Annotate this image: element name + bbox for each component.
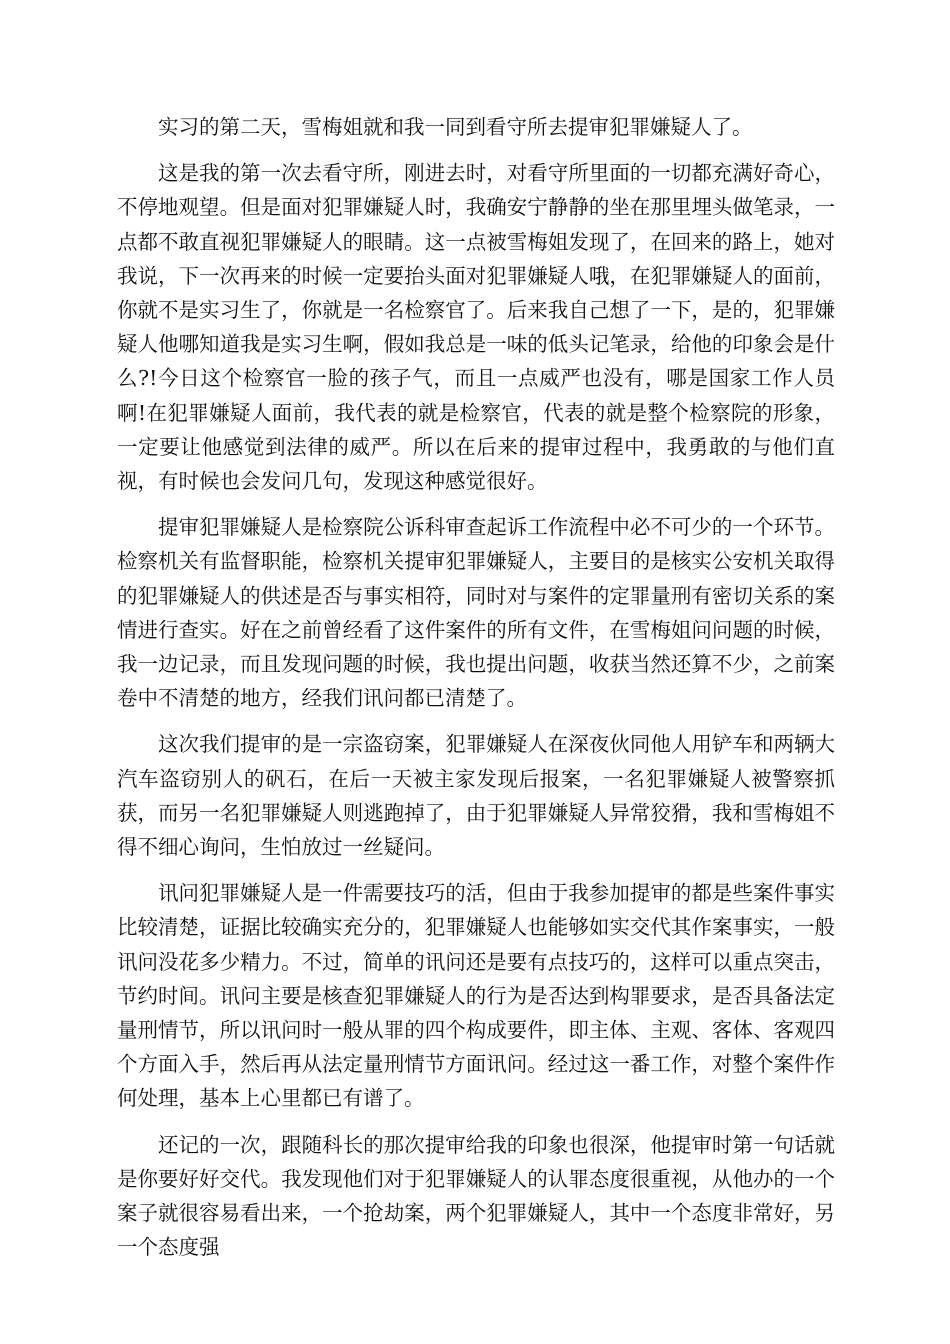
paragraph-6: 还记的一次，跟随科长的那次提审给我的印象也很深，他提审时第一句话就是你要好好交代。我发现他们对于犯罪嫌疑人的认罪态度很重视，从他办的一个案子就很容易看出来，一个抢劫案，两个犯罪嫌疑人，其中一个态度非常好，另一个态度强 — [117, 1132, 835, 1260]
paragraph-1: 实习的第二天，雪梅姐就和我一同到看守所去提审犯罪嫌疑人了。 — [158, 115, 753, 139]
paragraph-2: 这是我的第一次去看守所，刚进去时，对看守所里面的一切都充满好奇心，不停地观望。但是面对犯罪嫌疑人时，我确安宁静静的坐在那里埋头做笔录，一点都不敢直视犯罪嫌疑人的眼睛。这一点被雪梅姐发现了，在回来的路上，她对我说，下一次再来的时候一定要抬头面对犯罪嫌疑人哦，在犯罪嫌疑人的面前，你就不是实习生了，你就是一名检察官了。后来我自己想了一下，是的，犯罪嫌疑人他哪知道我是实习生啊，假如我总是一味的低头记笔录，给他的印象会是什么?!今日这个检察官一脸的孩子气，而且一点威严也没有，哪是国家工作人员啊!在犯罪嫌疑人面前，我代表的就是检察官，代表的就是整个检察院的形象，一定要让他感觉到法律的威严。所以在后来的提审过程中，我勇敢的与他们直视，有时候也会发问几句，发现这种感觉很好。 — [117, 161, 835, 494]
paragraph-3: 提审犯罪嫌疑人是检察院公诉科审查起诉工作流程中必不可少的一个环节。检察机关有监督职能，检察机关提审犯罪嫌疑人，主要目的是核实公安机关取得的犯罪嫌疑人的供述是否与事实相符，同时对与案件的定罪量刑有密切关系的案情进行查实。好在之前曾经看了这件案件的所有文件，在雪梅姐问问题的时候，我一边记录，而且发现问题的时候，我也提出问题，收获当然还算不少，之前案卷中不清楚的地方，经我们讯问都已清楚了。 — [117, 515, 835, 711]
paragraph-4: 这次我们提审的是一宗盗窃案，犯罪嫌疑人在深夜伙同他人用铲车和两辆大汽车盗窃别人的矾石，在后一天被主家发现后报案，一名犯罪嫌疑人被警察抓获，而另一名犯罪嫌疑人则逃跑掉了，由于犯罪嫌疑人异常狡猾，我和雪梅姐不得不细心询问，生怕放过一丝疑问。 — [117, 732, 835, 860]
document-body — [117, 110, 835, 1277]
paragraph-5: 讯问犯罪嫌疑人是一件需要技巧的活，但由于我参加提审的都是些案件事实比较清楚，证据比较确实充分的，犯罪嫌疑人也能够如实交代其作案事实，一般讯问没花多少精力。不过，简单的讯问还是要有点技巧的，这样可以重点突击，节约时间。讯问主要是核查犯罪嫌疑人的行为是否达到构罪要求，是否具备法定量刑情节，所以讯问时一般从罪的四个构成要件，即主体、主观、客体、客观四个方面入手，然后再从法定量刑情节方面讯问。经过这一番工作，对整个案件作何处理，基本上心里都已有谱了。 — [117, 881, 835, 1111]
